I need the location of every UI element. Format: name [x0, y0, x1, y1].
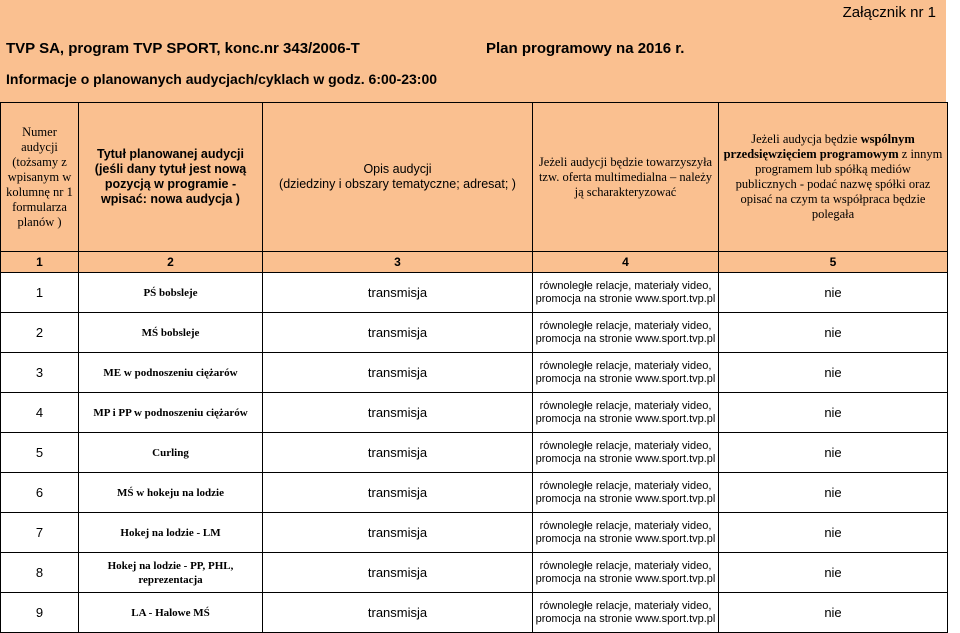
row-multimedia: [533, 313, 719, 353]
row-cooperation: nie: [719, 273, 948, 313]
row-description: transmisja: [263, 593, 533, 633]
column-number: 5: [719, 252, 948, 273]
plan-title: Plan programowy na 2016 r.: [486, 40, 685, 57]
row-title: MŚ w hokeju na lodzie: [79, 473, 263, 513]
table-header-row: [1, 103, 948, 252]
row-cooperation: nie: [719, 473, 948, 513]
annex-label: Załącznik nr 1: [842, 4, 936, 21]
column-number: 4: [533, 252, 719, 273]
row-multimedia: [533, 273, 719, 313]
row-cooperation: nie: [719, 353, 948, 393]
header-col-multimedia-line1: Jeżeli audycji będzie towarzyszyła: [538, 154, 713, 169]
table-row: [1, 433, 948, 473]
row-number: 1: [1, 273, 79, 313]
row-number: 4: [1, 393, 79, 433]
row-number: 7: [1, 513, 79, 553]
row-title: Hokej na lodzie - PP, PHL, reprezentacja: [79, 553, 263, 593]
table-row: [1, 313, 948, 353]
row-description: transmisja: [263, 353, 533, 393]
header-col-multimedia-line3: ją scharakteryzować: [574, 184, 677, 199]
header-col-cooperation: [719, 103, 948, 252]
row-multimedia-line2: promocja na stronie www.sport.tvp.pl: [535, 532, 716, 545]
header-col-number-line4: planów ): [17, 214, 62, 229]
column-number-row: [1, 252, 948, 273]
header-col-title: Tytuł planowanej audycji (jeśli dany tytuł jest nową pozycją w programie - wpisać: nowa audycja ): [79, 103, 263, 252]
row-number: 3: [1, 353, 79, 393]
row-title: MŚ bobsleje: [79, 313, 263, 353]
table-row: [1, 473, 948, 513]
header-col-cooperation-pre: Jeżeli audycja będzie: [751, 132, 858, 146]
table-row: [1, 393, 948, 433]
row-number: 6: [1, 473, 79, 513]
row-description: transmisja: [263, 553, 533, 593]
program-table: [0, 102, 948, 633]
row-multimedia-line1: równoległe relacje, materiały video,: [539, 599, 712, 612]
row-multimedia-line2: promocja na stronie www.sport.tvp.pl: [535, 332, 716, 345]
row-multimedia-line1: równoległe relacje, materiały video,: [539, 559, 712, 572]
row-description: transmisja: [263, 433, 533, 473]
table-row: [1, 273, 948, 313]
row-multimedia-line2: promocja na stronie www.sport.tvp.pl: [535, 452, 716, 465]
row-title: ME w podnoszeniu ciężarów: [79, 353, 263, 393]
column-number: 3: [263, 252, 533, 273]
header-col-multimedia: [533, 103, 719, 252]
info-line: Informacje o planowanych audycjach/cyklach w godz. 6:00-23:00: [6, 71, 438, 87]
row-multimedia: [533, 553, 719, 593]
row-cooperation: nie: [719, 393, 948, 433]
row-title: Hokej na lodzie - LM: [79, 513, 263, 553]
table-row: [1, 513, 948, 553]
row-multimedia-line2: promocja na stronie www.sport.tvp.pl: [535, 612, 716, 625]
row-description: transmisja: [263, 393, 533, 433]
row-multimedia-line2: promocja na stronie www.sport.tvp.pl: [535, 572, 716, 585]
row-multimedia: [533, 433, 719, 473]
row-multimedia: [533, 513, 719, 553]
column-number: 1: [1, 252, 79, 273]
row-cooperation: nie: [719, 593, 948, 633]
row-cooperation: nie: [719, 553, 948, 593]
row-title: LA - Halowe MŚ: [79, 593, 263, 633]
header-col-number-line3: (tożsamy z wpisanym w kolumnę nr 1 formularza: [6, 154, 73, 214]
header-col-number: [1, 103, 79, 252]
header-col-cooperation-post: z innym programem lub spółką mediów publicznych - podać nazwę spółki oraz opisać na czym ta współpraca będzie polegała: [735, 147, 943, 221]
row-number: 2: [1, 313, 79, 353]
row-multimedia: [533, 593, 719, 633]
row-number: 9: [1, 593, 79, 633]
header-col-cooperation-bold: wspólnym przedsięwzięciem programowym: [723, 132, 915, 161]
row-cooperation: nie: [719, 433, 948, 473]
header-col-multimedia-line2: tzw. oferta multimedialna – należy: [538, 169, 713, 184]
row-multimedia-line1: równoległe relacje, materiały video,: [539, 279, 712, 292]
table-row: [1, 593, 948, 633]
document-title: TVP SA, program TVP SPORT, konc.nr 343/2006-T: [6, 40, 360, 57]
row-multimedia-line2: promocja na stronie www.sport.tvp.pl: [535, 412, 716, 425]
row-description: transmisja: [263, 473, 533, 513]
header-col-number-line1: Numer: [22, 124, 57, 139]
table-row: [1, 553, 948, 593]
row-multimedia-line1: równoległe relacje, materiały video,: [539, 319, 712, 332]
header-col-description-title: Opis audycji: [363, 162, 432, 176]
row-description: transmisja: [263, 273, 533, 313]
row-title: PŚ bobsleje: [79, 273, 263, 313]
row-title: Curling: [79, 433, 263, 473]
column-number: 2: [79, 252, 263, 273]
row-multimedia-line2: promocja na stronie www.sport.tvp.pl: [535, 492, 716, 505]
row-multimedia: [533, 473, 719, 513]
row-multimedia-line1: równoległe relacje, materiały video,: [539, 439, 712, 452]
row-cooperation: nie: [719, 313, 948, 353]
row-multimedia-line2: promocja na stronie www.sport.tvp.pl: [535, 372, 716, 385]
row-multimedia-line1: równoległe relacje, materiały video,: [539, 359, 712, 372]
row-multimedia-line1: równoległe relacje, materiały video,: [539, 399, 712, 412]
table-row: [1, 353, 948, 393]
row-multimedia-line2: promocja na stronie www.sport.tvp.pl: [535, 292, 716, 305]
row-description: transmisja: [263, 313, 533, 353]
row-number: 8: [1, 553, 79, 593]
header-col-description-sub: (dziedziny i obszary tematyczne; adresat; ): [279, 177, 516, 191]
row-multimedia: [533, 393, 719, 433]
header-col-number-line2: audycji: [21, 139, 58, 154]
row-multimedia: [533, 353, 719, 393]
row-description: transmisja: [263, 513, 533, 553]
row-multimedia-line1: równoległe relacje, materiały video,: [539, 519, 712, 532]
row-multimedia-line1: równoległe relacje, materiały video,: [539, 479, 712, 492]
row-number: 5: [1, 433, 79, 473]
row-cooperation: nie: [719, 513, 948, 553]
row-title: MP i PP w podnoszeniu ciężarów: [79, 393, 263, 433]
header-col-description: [263, 103, 533, 252]
